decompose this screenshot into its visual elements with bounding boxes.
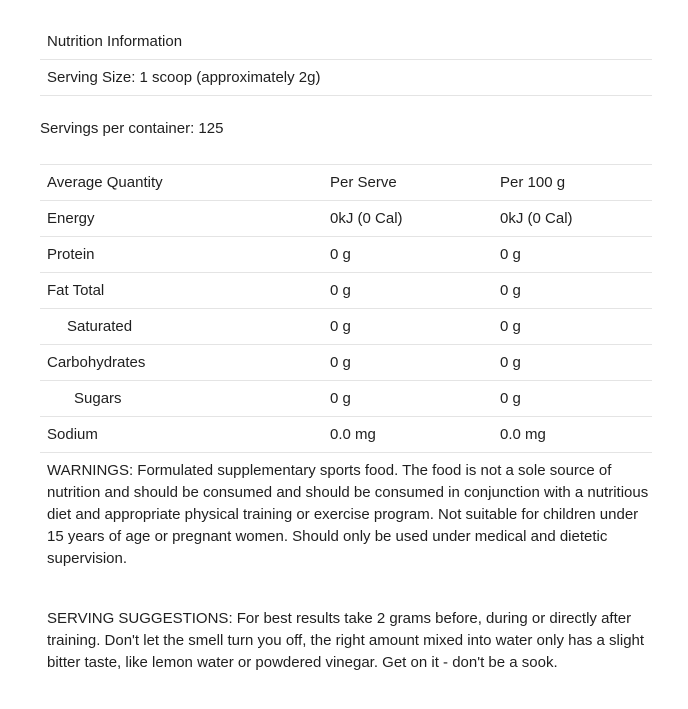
per-100g-value: 0 g: [500, 246, 521, 263]
nutrient-name: Sugars: [74, 390, 122, 407]
per-100g-value: 0.0 mg: [500, 426, 546, 443]
warnings-paragraph: [40, 460, 652, 570]
column-header-per-100g: Per 100 g: [500, 174, 566, 191]
table-row: [40, 237, 652, 273]
nutrition-title: Nutrition Information: [47, 32, 183, 50]
per-serve-value: 0kJ (0 Cal): [330, 210, 403, 227]
per-100g-value: 0 g: [500, 318, 521, 335]
servings-per-container: Servings per container: 125: [40, 119, 224, 137]
per-100g-value: 0kJ (0 Cal): [500, 210, 573, 227]
per-serve-value: 0 g: [330, 390, 351, 407]
nutrient-name: Carbohydrates: [47, 354, 146, 371]
table-row: [40, 273, 652, 309]
nutrient-name: Saturated: [67, 318, 133, 335]
serving-size: Serving Size: 1 scoop (approximately 2g): [47, 69, 321, 86]
table-row: [40, 201, 652, 237]
per-serve-value: 0 g: [330, 318, 351, 335]
per-serve-value: 0 g: [330, 354, 351, 371]
per-serve-value: 0 g: [330, 246, 351, 263]
column-header-per-serve: Per Serve: [330, 174, 397, 191]
nutrient-name: Energy: [47, 210, 95, 227]
nutrient-name: Protein: [47, 246, 95, 263]
table-header-row: [40, 165, 652, 201]
nutrient-name: Fat Total: [47, 282, 105, 299]
column-header-average-quantity: Average Quantity: [47, 174, 163, 191]
nutrition-panel: [40, 23, 652, 674]
table-row: [40, 345, 652, 381]
servings-per-container-row: [40, 96, 652, 165]
nutrition-title-row: [40, 23, 652, 60]
per-100g-value: 0 g: [500, 390, 521, 407]
nutrition-table: [40, 165, 652, 453]
serving-size-row: [40, 60, 652, 96]
per-100g-value: 0 g: [500, 282, 521, 299]
serving-suggestions-paragraph: [40, 608, 652, 674]
per-serve-value: 0.0 mg: [330, 426, 376, 443]
per-100g-value: 0 g: [500, 354, 521, 371]
table-row: [40, 417, 652, 453]
warnings-text: : Formulated supplementary sports food. The food is not a sole source of nutrition and should be consumed and should be consumed in conjunction with a nutritious diet and appropriate physical training or exercise program. Not suitable for children under 15 years of age or pregnant women. Should only be used under medical and dietetic supervision.: [47, 462, 649, 567]
table-row: [40, 381, 652, 417]
nutrient-name: Sodium: [47, 426, 98, 443]
per-serve-value: 0 g: [330, 282, 351, 299]
serving-suggestions-text: : For best results take 2 grams before, during or directly after training. Don't let the smell turn you off, the right amount mixed into water only has a slight bitter taste, like lemon water or powdered vinegar. Get on it - don't be a sook.: [47, 610, 645, 671]
serving-suggestions-label: SERVING SUGGESTIONS: [47, 610, 229, 627]
table-row: [40, 309, 652, 345]
warnings-label: WARNINGS: [47, 462, 129, 479]
